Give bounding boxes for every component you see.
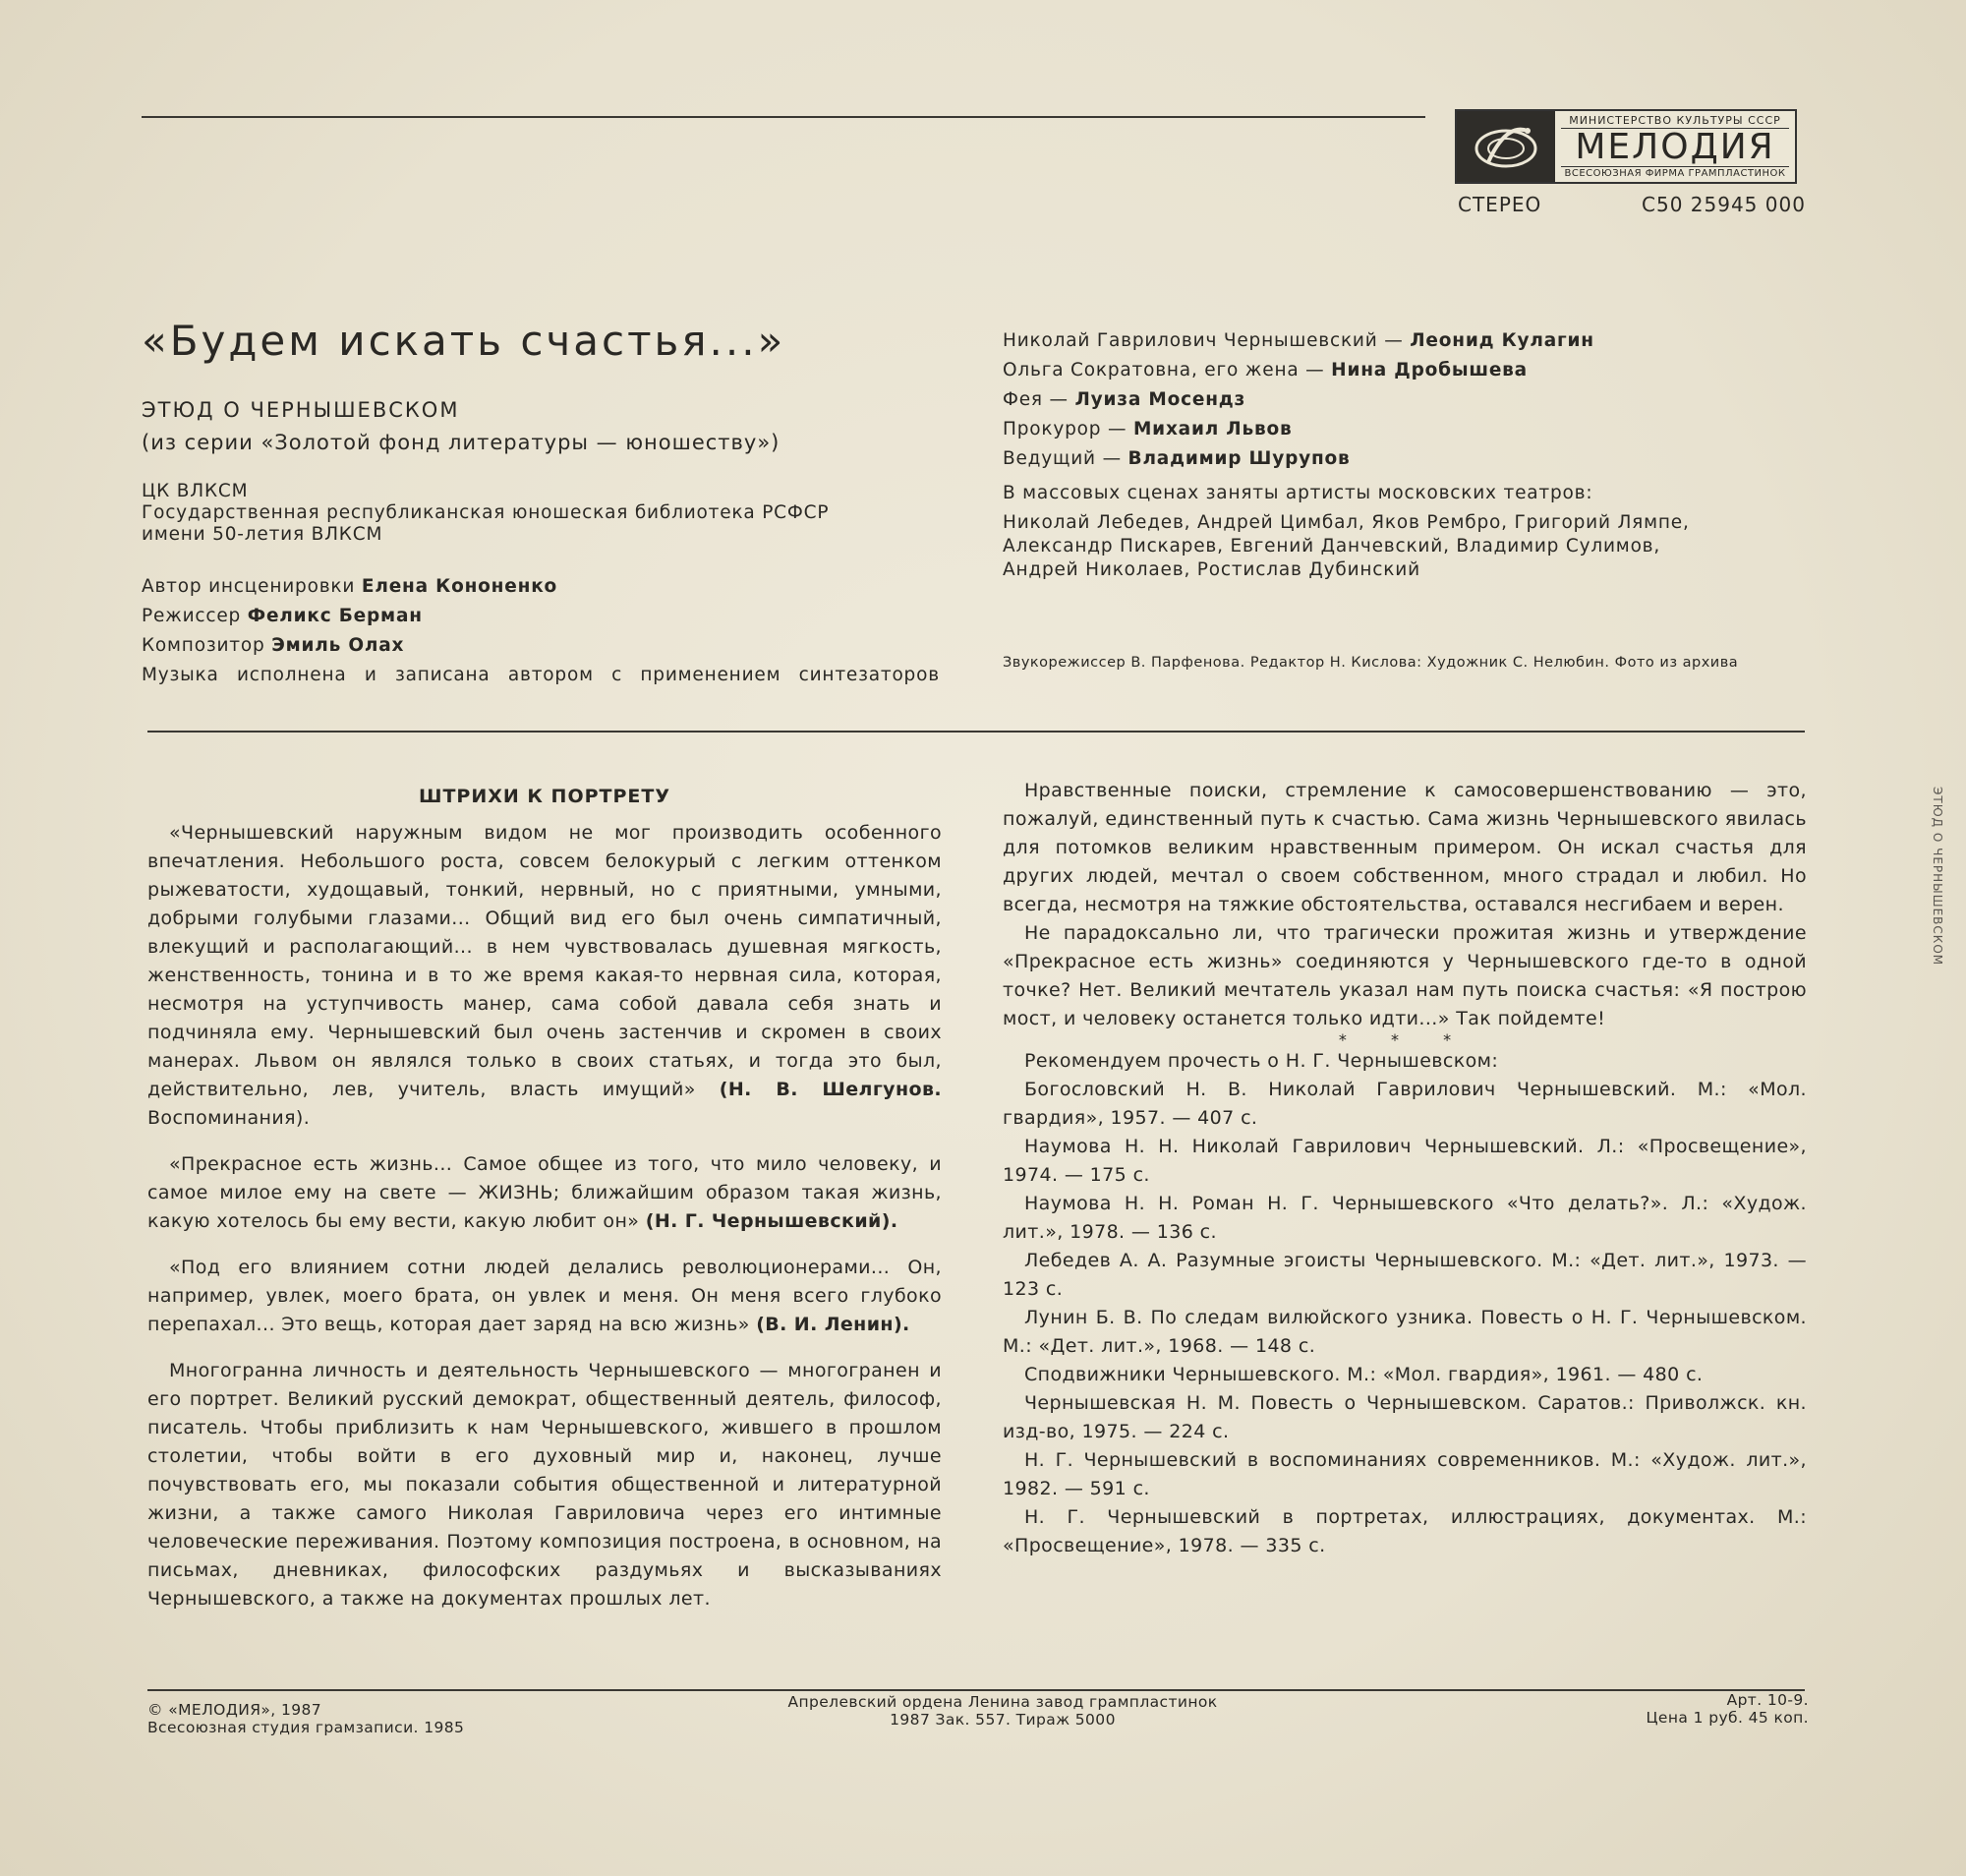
credit-music-note: Музыка исполнена и записана автором с применением синтезаторов [142,665,940,685]
album-subtitle: ЭТЮД О ЧЕРНЫШЕВСКОМ [142,398,460,422]
print-order: 1987 Зак. 557. Тираж 5000 [890,1711,1116,1729]
crowd-line: Николай Лебедев, Андрей Цимбал, Яков Рембро, Григорий Лямпе, [1003,512,1690,533]
copyright: © «МЕЛОДИЯ», 1987 [147,1701,321,1719]
melodiya-emblem-icon [1457,111,1555,182]
melodiya-logo [1455,109,1797,184]
bibliography-item: Наумова Н. Н. Николай Гаврилович Чернышевский. Л.: «Просвещение», 1974. — 175 с. [1003,1136,1807,1186]
logo-firm: ВСЕСОЮЗНАЯ ФИРМА ГРАМПЛАСТИНОК [1561,166,1789,179]
bibliography-item: Н. Г. Чернышевский в воспоминаниях современников. М.: «Худож. лит.», 1982. — 591 с. [1003,1449,1807,1499]
section-stars: * * * [1338,1030,1472,1049]
footer-center [777,1693,1229,1729]
credits [142,572,948,690]
org-line-2: Государственная республиканская юношеская библиотека РСФСР [142,502,830,523]
cast-item: Прокурор — Михаил Львов [1003,419,1293,440]
bibliography-intro: Рекомендуем прочесть о Н. Г. Чернышевском: [1024,1050,1499,1072]
bibliography-item: Богословский Н. В. Николай Гаврилович Чернышевский. М.: «Мол. гвардия», 1957. — 407 с. [1003,1079,1807,1129]
crowd-line: Андрей Николаев, Ростислав Дубинский [1003,559,1420,580]
quote-shelgunov: «Чернышевский наружным видом не мог производить особенного впечатления. Небольшого роста, совсем белокурый с легким оттенком рыжеватости, худощавый, тонкий, нервный, но с приятными, умными, добрыми голубыми глазами... Общий вид его был очень симпатичный, влекущий и располагающий... в нем чувствовалась душевная мягкость, женственность, тонина и в то же время какая-то нервная сила, которая, несмотря на уступчивость манер, сама собой давала себя знать и подчиняла ему. Чернышевский был очень застенчив и скромен в своих манерах. Львом он являлся только в своих статьях, и тогда это был, действительно, лев, учитель, власть имущий» (Н. В. Шелгунов. Воспоминания). [147,822,942,1129]
bibliography-item: Лебедев А. А. Разумные эгоисты Чернышевского. М.: «Дет. лит.», 1973. — 123 с. [1003,1250,1807,1300]
credit-composer: Композитор Эмиль Олах [142,635,405,656]
bibliography-item: Лунин Б. В. По следам вилюйского узника. Повесть о Н. Г. Чернышевском. М.: «Дет. лит.», 1968. — 148 с. [1003,1307,1807,1357]
essay-paragraph: Не парадоксально ли, что трагически прожитая жизнь и утверждение «Прекрасное есть жизнь» соединяются у Чернышевского где-то в одной точке? Нет. Великий мечтатель указал нам путь поиска счастья: «Я построю мост, и человеку останется только идти...» Так пойдемте! [1003,922,1807,1029]
footer-right [1563,1691,1809,1727]
crowd-intro: В массовых сценах заняты артисты московских театров: [1003,483,1593,503]
spine-text: ЭТЮД О ЧЕРНЫШЕВСКОМ [1931,787,1944,967]
studio: Всесоюзная студия грамзаписи. 1985 [147,1719,465,1736]
credit-author: Автор инсценировки Елена Кононенко [142,576,558,597]
essay-paragraph: Многогранна личность и деятельность Чернышевского — многогранен и его портрет. Великий русский демократ, общественный деятель, философ, писатель. Чтобы приблизить к нам Чернышевского, жившего в прошлом столетии, чтобы войти в его духовный мир и, наконец, лучше почувствовать его, мы показали события общественной и литературной жизни, а также самого Николая Гавриловича через его интимные человеческие переживания. Поэтому композиция построена, в основном, на письмах, дневниках, философских раздумьях и высказываниях Чернышевского, а также на документах прошлых лет. [147,1360,942,1610]
org-line-3: имени 50-летия ВЛКСМ [142,524,383,545]
org-line-1: ЦК ВЛКСМ [142,481,249,501]
footer-left [147,1701,464,1736]
bibliography-item: Наумова Н. Н. Роман Н. Г. Чернышевского «Что делать?». Л.: «Худож. лит.», 1978. — 136 с. [1003,1193,1807,1243]
quote-chernyshevsky: «Прекрасное есть жизнь... Самое общее из того, что мило человеку, и самое милое ему на свете — ЖИЗНЬ; ближайшим образом такая жизнь, какую хотелось бы ему вести, какую любит он» (Н. Г. Чернышевский). [147,1153,942,1232]
essay-right-column [1003,777,1807,1560]
series-name: (из серии «Золотой фонд литературы — юношеству») [142,431,781,454]
crowd-line: Александр Пискарев, Евгений Данчевский, Владимир Сулимов, [1003,536,1661,557]
bibliography-item: Н. Г. Чернышевский в портретах, иллюстрациях, документах. М.: «Просвещение», 1978. — 335 с. [1003,1506,1807,1556]
production-staff: Звукорежиссер В. Парфенова. Редактор Н. Кислова: Художник С. Нелюбин. Фото из архива [1003,655,1739,671]
cast-list [1003,326,1594,474]
essay-heading: ШТРИХИ К ПОРТРЕТУ [418,786,671,807]
album-title: «Будем искать счастья...» [142,317,786,365]
crowd-scenes [1003,482,1789,582]
logo-brand: МЕЛОДИЯ [1575,127,1775,167]
bottom-rule [147,1689,1805,1691]
cast-item: Ведущий — Владимир Шурупов [1003,448,1351,469]
organizations [142,481,829,546]
cast-item: Николай Гаврилович Чернышевский — Леонид Кулагин [1003,330,1594,351]
stereo-label: СТЕРЕО [1458,193,1542,216]
logo-ministry: МИНИСТЕРСТВО КУЛЬТУРЫ СССР [1561,114,1789,129]
bibliography-item: Чернышевская Н. М. Повесть о Чернышевском. Саратов.: Приволжск. кн. изд-во, 1975. — 224 с. [1003,1392,1807,1442]
bibliography [1003,1047,1807,1560]
cast-item: Фея — Луиза Мосендз [1003,389,1246,410]
catalog-number: С50 25945 000 [1642,193,1806,216]
essay-left-column [147,783,942,1613]
plant: Апрелевский ордена Ленина завод грампластинок [787,1693,1218,1711]
cast-item: Ольга Сократовна, его жена — Нина Дробышева [1003,360,1528,381]
article-code: Арт. 10-9. [1726,1691,1809,1709]
middle-rule [147,731,1805,733]
price: Цена 1 руб. 45 коп. [1646,1709,1809,1727]
credit-director: Режиссер Феликс Берман [142,606,423,626]
top-rule [142,116,1425,118]
essay-paragraph: Нравственные поиски, стремление к самосовершенствованию — это, пожалуй, единственный путь к счастью. Сама жизнь Чернышевского явилась для потомков великим нравственным примером. Он искал счастья для других людей, мечтал о своем собственном, много страдал и любил. Но всегда, несмотря на тяжкие обстоятельства, оставался несгибаем и верен. [1003,780,1807,915]
bibliography-item: Сподвижники Чернышевского. М.: «Мол. гвардия», 1961. — 480 с. [1024,1364,1704,1385]
quote-lenin: «Под его влиянием сотни людей делались революционерами... Он, например, увлек, моего брата, он увлек и меня. Он меня всего глубоко перепахал... Это вещь, которая дает заряд на всю жизнь» (В. И. Ленин). [147,1257,942,1335]
